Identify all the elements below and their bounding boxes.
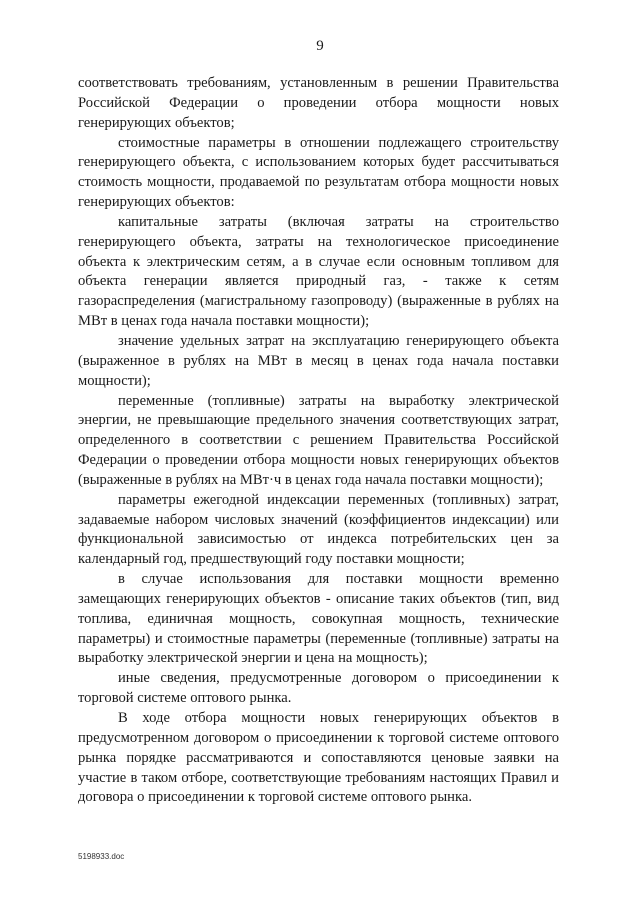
page-number: 9 <box>316 38 324 54</box>
paragraph-operating-costs: значение удельных затрат на эксплуатацию генерирующего объекта (выраженное в рублях на МВт в месяц в ценах года начала поставки мощности); <box>78 332 559 389</box>
paragraph-capital-costs: капитальные затраты (включая затраты на строительство генерирующего объекта, затраты на технологическое присоединение объекта к электрическим сетям, а в случае если основным топливом для объекта генерации является природный газ, - также к сетям газораспределения (магистральному газопроводу) (выраженные в рублях на МВт в ценах года начала поставки мощности); <box>78 213 559 330</box>
paragraph-indexation: параметры ежегодной индексации переменных (топливных) затрат, задаваемые набором числовых значений (коэффициентов индексации) или функциональной зависимостью от индекса потребительских цен за календарный год, предшествующий году поставки мощности; <box>78 491 559 568</box>
document-body <box>78 74 559 808</box>
paragraph-variable-costs: переменные (топливные) затраты на выработку электрической энергии, не превышающие предельного значения соответствующих затрат, определенного в соответствии с решением Правительства Российской Федерации о проведении отбора мощности новых генерирующих объектов (выраженные в рублях на МВт·ч в ценах года начала поставки мощности); <box>78 392 559 488</box>
paragraph-selection-process: В ходе отбора мощности новых генерирующих объектов в предусмотренном договором о присоединении к торговой системе оптового рынка порядке рассматриваются и сопоставляются ценовые заявки на участие в таком отборе, соответствующие требованиям настоящих Правил и договора о присоединении к торговой системе оптового рынка. <box>78 710 559 806</box>
footer-file-name: 5198933.doc <box>78 852 125 861</box>
paragraph-temporary-replacement: в случае использования для поставки мощности временно замещающих генерирующих объектов - описание таких объектов (тип, вид топлива, единичная мощность, совокупная мощность, технические параметры) и стоимостные параметры (переменные (топливные) затраты на выработку электрической энергии и цена на мощность); <box>78 571 559 667</box>
paragraph-cost-parameters: стоимостные параметры в отношении подлежащего строительству генерирующего объекта, с использованием которых будет рассчитываться стоимость мощности, продаваемой по результатам отбора мощности новых генерирующих объектов: <box>78 134 559 211</box>
paragraph-other-information: иные сведения, предусмотренные договором о присоединении к торговой системе оптового рынка. <box>78 670 559 707</box>
paragraph-requirements-continuation: соответствовать требованиям, установленным в решении Правительства Российской Федерации о проведении отбора мощности новых генерирующих объектов; <box>78 75 559 131</box>
